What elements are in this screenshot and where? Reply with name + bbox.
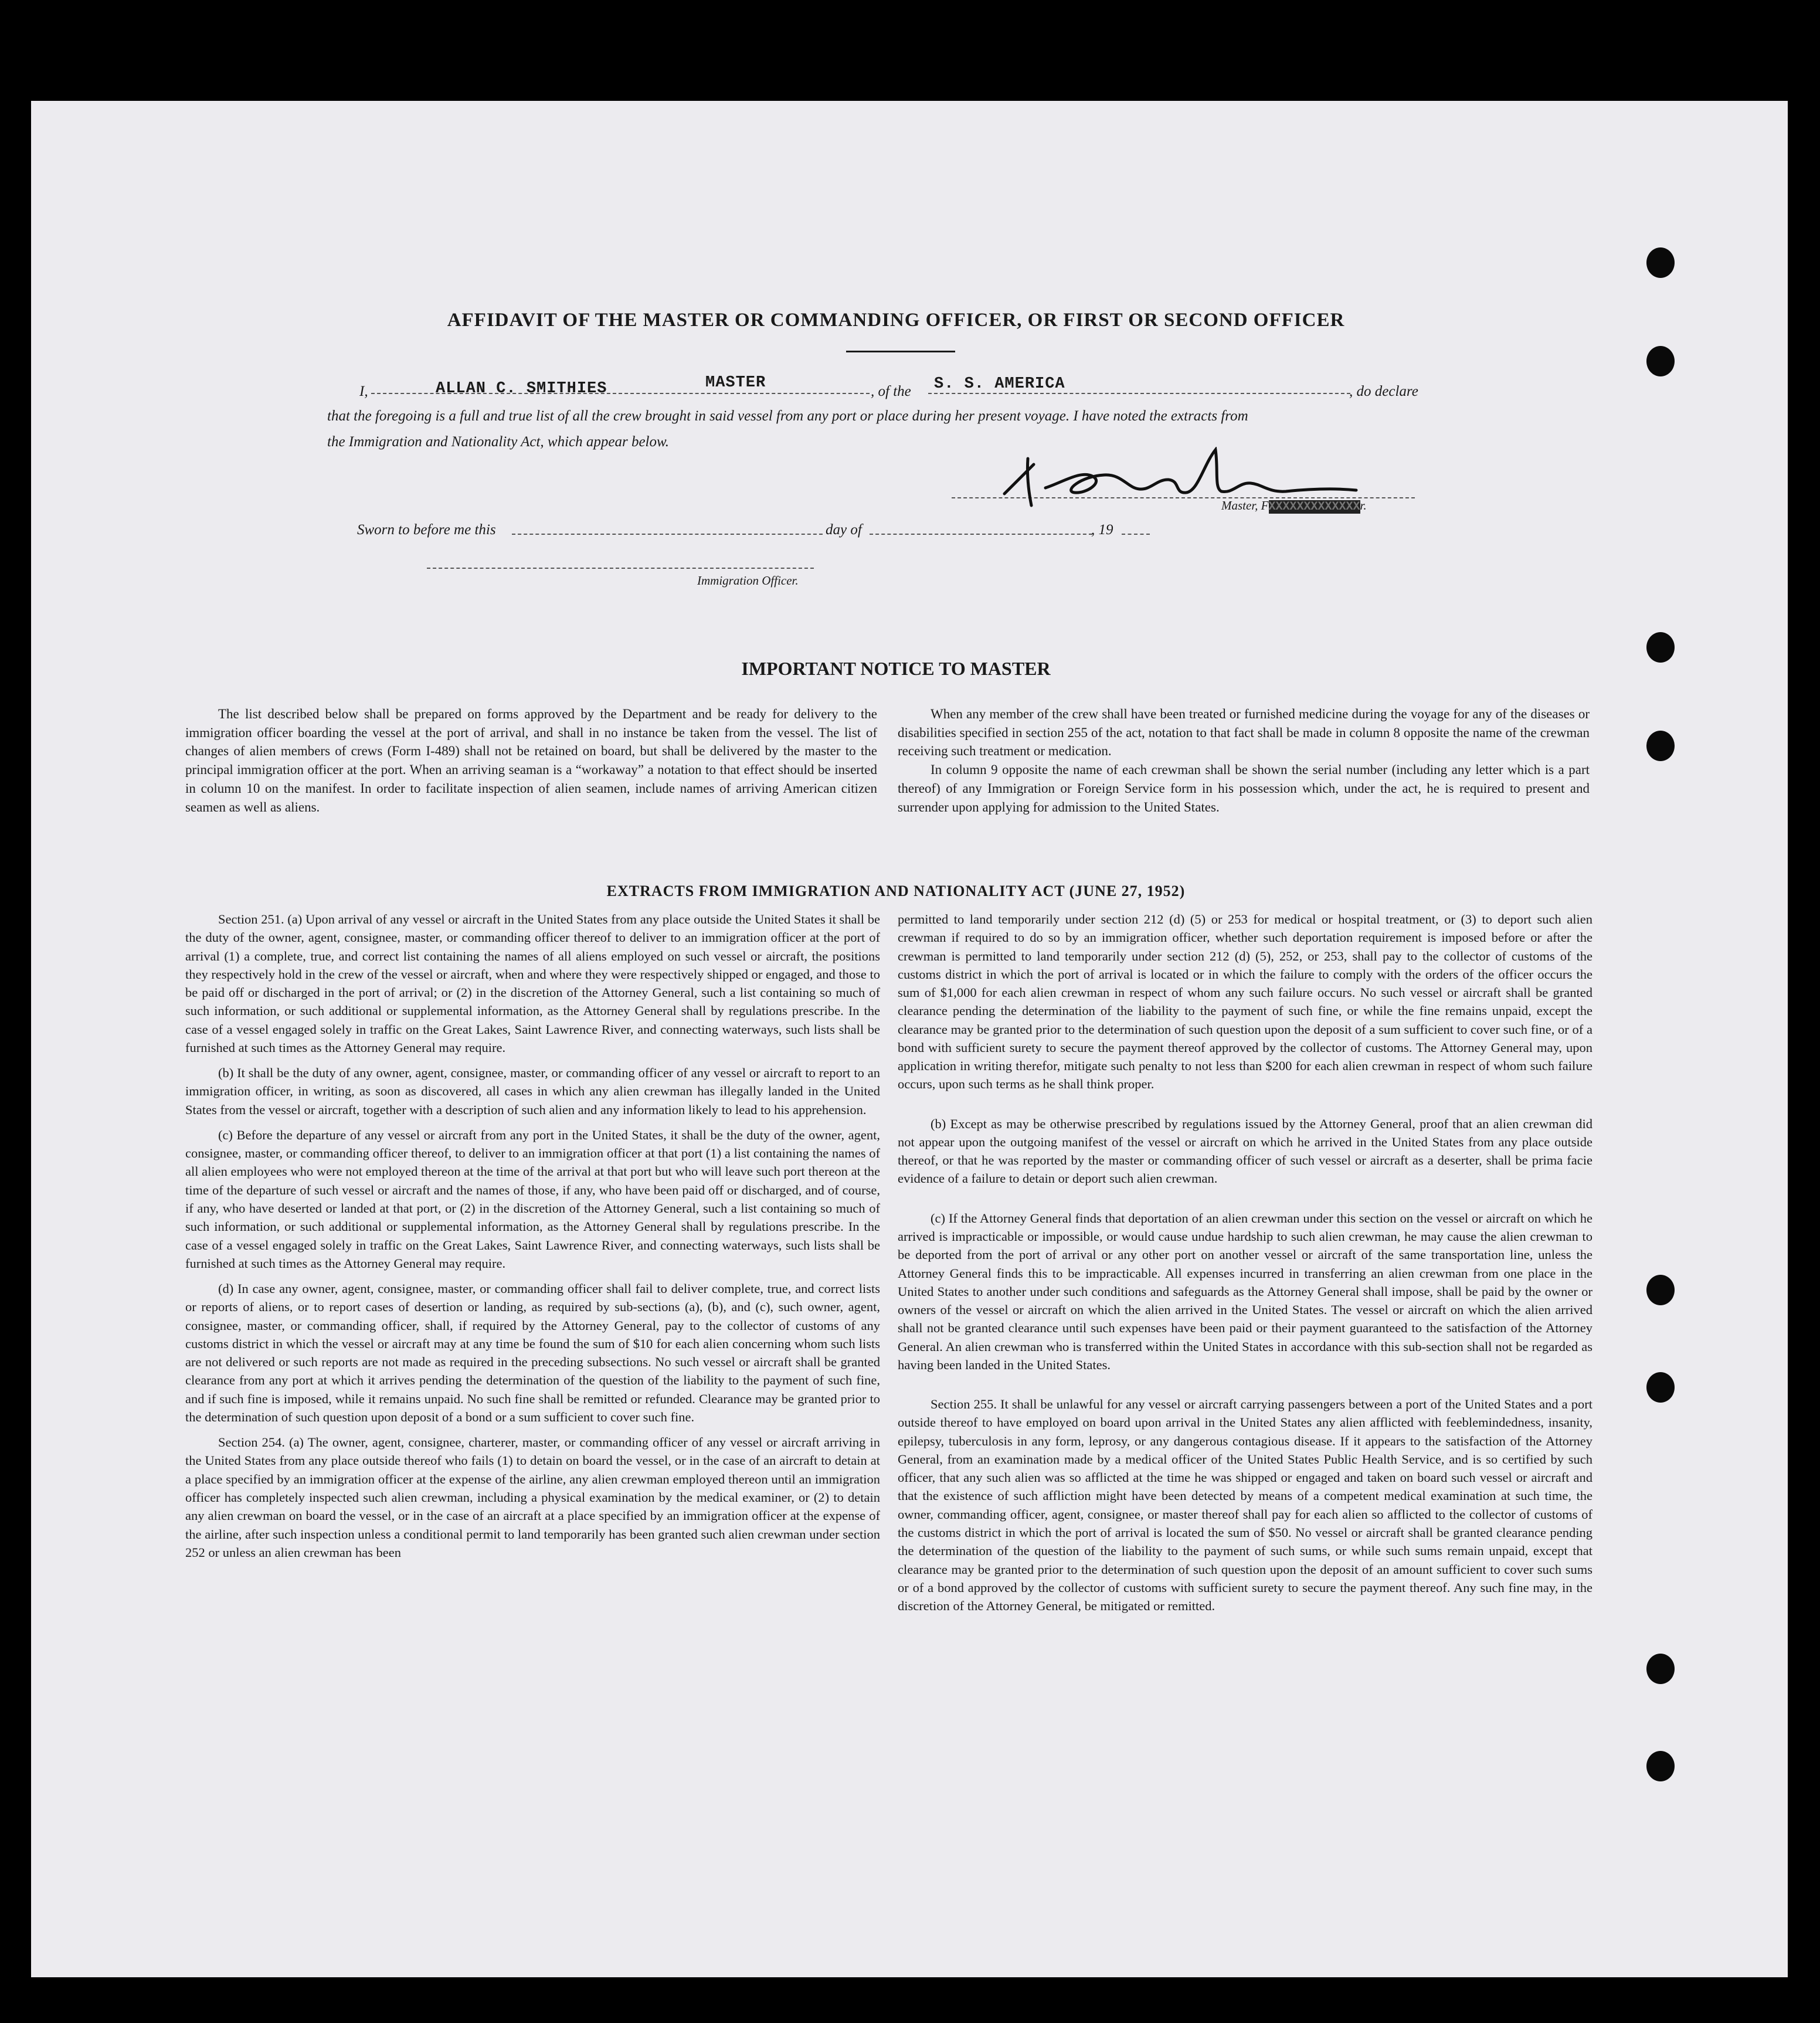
binder-hole <box>1646 1275 1675 1305</box>
section-251-c: (c) Before the departure of any vessel or aircraft from any port in the United States, it shall be the duty of the owner, agent, consignee, master, or commanding officer thereof, to deliver to an immigration officer at that port (1) a list containing the names of all alien employees who were not employed thereon at the time of the arrival at that port but who will leave such port thereon at the time of the departure of such vessel or aircraft and the names of those, if any, who have been paid off or discharged, and of course, if any, who have deserted or landed at that port, or (2) in the discretion of the Attorney General, such a list containing so much of such information, or such additional or supplemental information, as the Attorney General shall by regulations prescribe. In the case of a vessel engaged solely in traffic on the Great Lakes, Saint Lawrence River, and connecting waterways, such lists shall be furnished at such times as the Attorney General may require. <box>185 1127 880 1271</box>
binder-hole <box>1646 731 1675 761</box>
document-page <box>31 101 1788 1977</box>
typed-rank: MASTER <box>705 374 766 392</box>
declaration-line-2: the Immigration and Nationality Act, which appear below. <box>327 434 670 450</box>
binder-hole <box>1646 1654 1675 1684</box>
declaration-line-1: that the foregoing is a full and true list of all the crew brought in said vessel from any port or place during her present voyage. I have noted the extracts from <box>327 408 1248 424</box>
year-line <box>1122 534 1150 535</box>
binder-hole <box>1646 247 1675 278</box>
typed-vessel: S. S. AMERICA <box>934 375 1065 393</box>
section-251-d: (d) In case any owner, agent, consignee, master, or commanding officer shall fail to deliver complete, true, and correct lists or reports of aliens, or to report cases of desertion or landing, as required by sub-sections (a), (b), and (c), such owner, agent, consignee, master, or commanding officer, shall, if required by the Attorney General, pay to the collector of customs of any customs district in which the vessel or aircraft may at any time be found the sum of $10 for each alien concerning whom such lists are not delivered or such reports are not made as required in the preceding subsections. No such vessel or aircraft shall be granted clearance from any port at which it arrives pending the determination of the question of the liability to the payment of such fine, and if such fine is imposed, while it remains unpaid. No such fine shall be remitted or refunded. Clearance may be granted prior to the determination of such question upon deposit of a bond or a sum sufficient to cover such fine. <box>185 1281 880 1424</box>
notice-right-paragraph-2: In column 9 opposite the name of each crewman shall be shown the serial number (including any letter which is a part thereof) of any Immigration or Foreign Service form in his possession which, under the act, he is required to present and surrender upon applying for admission to the United States. <box>898 762 1590 814</box>
section-251-b: (b) It shall be the duty of any owner, agent, consignee, master, or commanding officer of any vessel or aircraft to report to an immigration officer, in writing, as soon as discovered, all cases in which any alien crewman has illegally landed in the United States from the vessel or aircraft, together with a description of such alien and any information likely to lead to his apprehension. <box>185 1065 880 1117</box>
sworn-month-line <box>870 534 1092 535</box>
struck-text: XXXXXXXXXXXXX <box>1268 500 1360 514</box>
notice-right-paragraph-1: When any member of the crew shall have been treated or furnished medicine during the voyage for any of the diseases or disabilities specified in section 255 of the act, notation to that fact shall be made in column 8 opposite the name of the crewman receiving such treatment or medication. <box>898 707 1590 759</box>
sworn-day-line <box>512 534 823 535</box>
do-declare-label: , do declare <box>1349 383 1418 399</box>
signature-title-prefix: Master, F <box>1221 498 1269 512</box>
binder-hole <box>1646 1372 1675 1403</box>
notice-left-paragraph: The list described below shall be prepared on forms approved by the Department and be ready for delivery to the immigration officer boarding the vessel at the port of arrival, and shall in no instance be taken from the vessel. The list of changes of alien members of crews (Form I-489) shall not be retained on board, but shall be delivered by the master to the principal immigration officer at the port. When an arriving seaman is a “workaway” a notation to that effect should be inserted in column 10 on the manifest. In order to facilitate inspection of alien seamen, include names of arriving American citizen seamen as well as aliens. <box>185 707 877 814</box>
notice-title: IMPORTANT NOTICE TO MASTER <box>741 658 1051 679</box>
day-of-label: day of <box>826 522 862 538</box>
year-label: , 19 <box>1091 522 1113 538</box>
binder-hole <box>1646 632 1675 663</box>
binder-hole <box>1646 1751 1675 1781</box>
section-254-a-continued: permitted to land temporarily under section 212 (d) (5) or 253 for medical or hospital treatment, or (3) to deport such alien crewman if required to do so by an immigration officer, whether such deportation requirement is imposed before or after the crewman is permitted to land temporarily under section 212 (d) (5), 252, or 253, shall pay to the collector of customs of the customs district in which the port of arrival is located or in which the failure to comply with the orders of the officer occurs the sum of $1,000 for each alien crewman in respect of whom any such failure occurs. No such vessel or aircraft shall be granted clearance pending the determination of the liability to the payment of such fine, or while the fine remains unpaid, except the clearance may be granted prior to the determination of such question upon the deposit of a sum sufficient to cover such fine, or of a bond with sufficient surety to secure the payment thereof approved by the collector of customs. The Attorney General may, upon application in writing therefor, mitigate such penalty to not less than $200 for each alien crewman in respect of whom such failure occurs, upon such terms as he shall think proper. <box>898 912 1592 1092</box>
officer-line <box>427 568 814 569</box>
section-255: Section 255. It shall be unlawful for any vessel or aircraft carrying passengers between a port of the United States and a port outside thereof to have employed on board upon arrival in the United States any alien afflicted with feeblemindedness, insanity, epilepsy, tuberculosis in any form, leprosy, or any dangerous contagious disease. If it appears to the satisfaction of the Attorney General, from an examination made by a medical officer of the United States Public Health Service, and is so certified by such officer, that any such alien was so afflicted at the time he was shipped or engaged and taken on board such vessel or aircraft and that the existence of such affliction might have been detected by means of a competent medical examination at such time, the owner, commanding officer, agent, consignee, or master thereof shall pay for each alien so afflicted to the collector of customs of the customs district in which the port of arrival is located the sum of $50. No vessel or aircraft shall be granted clearance pending the determination of the question of the liability to the payment of such sums, or while such sums remain unpaid, except that clearance may be granted prior to the determination of such question upon the deposit of an amount sufficient to cover such sums or of a bond approved by the collector of customs with sufficient surety to secure the payment thereof. Any such fine may, in the discretion of the Attorney General, be mitigated or remitted. <box>898 1397 1592 1614</box>
extracts-right-column <box>898 910 1592 1622</box>
title-rule <box>846 351 955 352</box>
sworn-label: Sworn to before me this <box>357 522 496 538</box>
section-251-a: Section 251. (a) Upon arrival of any vessel or aircraft in the United States from any place outside the United States it shall be the duty of the owner, agent, consignee, master, or commanding officer thereof to deliver to an immigration officer at the port of arrival (1) a complete, true, and correct list containing the names of all aliens employed on such vessel or aircraft, the positions they respectively hold in the crew of the vessel or aircraft, when and where they were respectively shipped or engaged, and those to be paid off or discharged in the port of arrival; or (2) in the discretion of the Attorney General, such a list containing so much of such information, or such additional or supplemental information, as the Attorney General shall by regulations prescribe. In the case of a vessel engaged solely in traffic on the Great Lakes, Saint Lawrence River, and connecting waterways, such lists shall be furnished at such times as the Attorney General may require. <box>185 912 880 1055</box>
notice-right-column <box>898 705 1590 823</box>
vessel-line <box>928 393 1350 394</box>
section-254-a: Section 254. (a) The owner, agent, consignee, charterer, master, or commanding officer of any vessel or aircraft arriving in the United States from any place outside thereof who fails (1) to detain on board the vessel, or in the case of an aircraft to detain at a place specified by an immigration officer at the expense of the airline, any alien crewman employed thereon until an immigration officer has completely inspected such alien crewman, including a physical examination by the medical examiner, or (2) to detain any alien crewman on board the vessel, or in the case of an aircraft at a place specified by an immigration officer at the expense of the airline, after such inspection unless a conditional permit to land temporarily has been granted such alien crewman under section 252 or unless an alien crewman has been <box>185 1435 880 1560</box>
extracts-left-column <box>185 910 880 1569</box>
immigration-officer-label: Immigration Officer. <box>697 573 799 588</box>
section-254-b: (b) Except as may be otherwise prescribed by regulations issued by the Attorney General, proof that an alien crewman did not appear upon the outgoing manifest of the vessel or aircraft on which he arrived in the United States from any place outside thereof, or that he was reported by the master or commanding officer of such vessel or aircraft as a deserter, shall be prima facie evidence of a failure to detain or deport such alien crewman. <box>898 1116 1592 1186</box>
binder-hole <box>1646 346 1675 376</box>
of-the-label: , of the <box>871 383 911 399</box>
affidavit-title: AFFIDAVIT OF THE MASTER OR COMMANDING OFFICER, OR FIRST OR SECOND OFFICER <box>447 310 1345 331</box>
extracts-title: EXTRACTS FROM IMMIGRATION AND NATIONALITY ACT (JUNE 27, 1952) <box>606 882 1186 900</box>
signature-title <box>1221 498 1367 514</box>
typed-name: ALLAN C. SMITHIES <box>436 380 607 398</box>
signature-title-suffix: r. <box>1360 498 1367 512</box>
notice-left-column <box>185 705 877 823</box>
section-254-c: (c) If the Attorney General finds that deportation of an alien crewman under this section on the vessel or aircraft on which he arrived is impracticable or impossible, or would cause undue hardship to such alien crewman, he may cause the alien crewman to be deported from the port of arrival or any other port on another vessel or aircraft of the same transportation line, unless the Attorney General finds this to be impracticable. All expenses incurred in transferring an alien crewman from one place in the United States to another under such conditions and safeguards as the Attorney General shall impose, shall be paid by the owner or owners of the vessel or aircraft on which the alien arrived in the United States. The vessel or aircraft on which the alien arrived shall not be granted clearance until such expenses have been paid or their payment guaranteed to the satisfaction of the Attorney General. An alien crewman who is transferred within the United States in accordance with this sub-section shall not be regarded as having been landed in the United States. <box>898 1210 1592 1372</box>
i-label: I, <box>359 383 368 399</box>
